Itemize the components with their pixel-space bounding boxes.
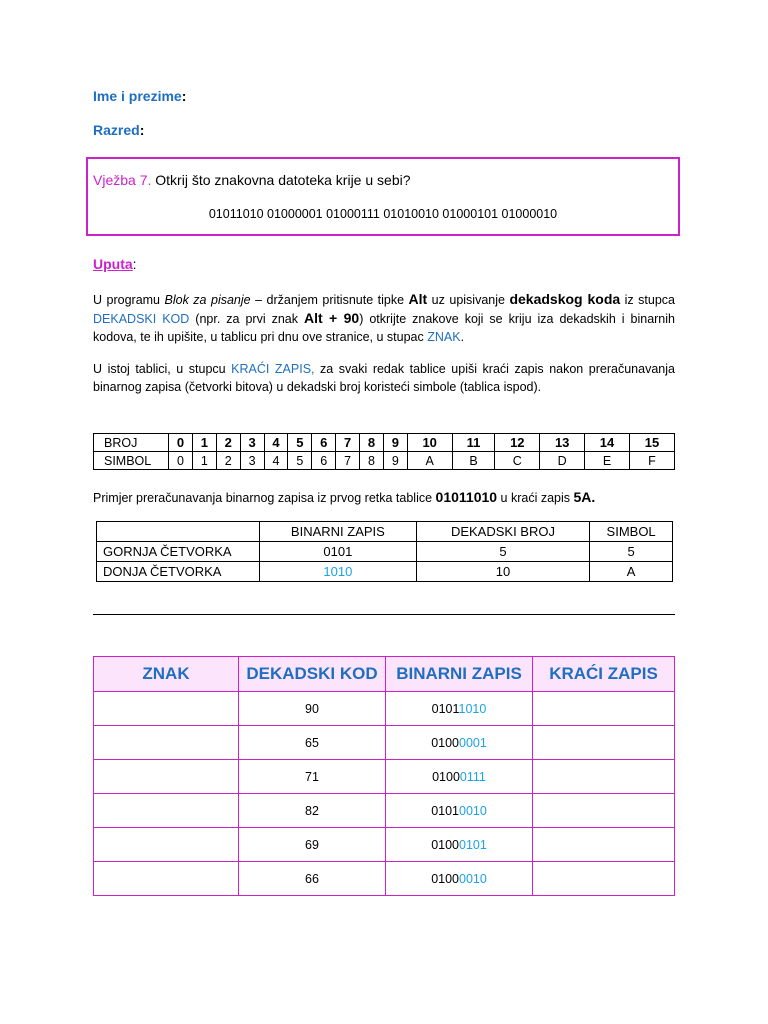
example-header-symbol: SIMBOL [590, 522, 673, 542]
symbol-cell: C [495, 452, 540, 470]
number-cell: 6 [312, 434, 336, 452]
number-cell: 7 [336, 434, 360, 452]
example-result: 5A. [573, 489, 596, 505]
class-label: Razred: [93, 122, 145, 138]
znak-cell[interactable] [94, 760, 239, 794]
binarni-zapis-cell [386, 794, 533, 828]
symbol-row [94, 452, 675, 470]
instructions-p1-segment: . [460, 330, 465, 344]
header-kraci-zapis: KRAĆI ZAPIS [533, 657, 675, 692]
name-label: Ime i prezime: [93, 88, 187, 104]
example-row-symbol: 5 [590, 542, 673, 562]
instructions-p1-segment: dekadskog koda [509, 291, 621, 307]
kraci-zapis-cell[interactable] [533, 828, 675, 862]
number-cell: 2 [216, 434, 240, 452]
binary-upper-nibble: 0100 [431, 837, 459, 852]
example-table [96, 521, 673, 582]
answer-row [94, 760, 675, 794]
instructions-p1-segment: DEKADSKI KOD [93, 312, 190, 326]
binary-upper-nibble: 0101 [431, 803, 459, 818]
kraci-zapis-cell[interactable] [533, 692, 675, 726]
binary-upper-nibble: 0101 [431, 701, 459, 716]
binary-upper-nibble: 0100 [431, 871, 459, 886]
number-cell: 12 [495, 434, 540, 452]
instructions-heading: Uputa: [93, 256, 137, 272]
number-cell: 13 [540, 434, 585, 452]
example-row-upper [97, 542, 673, 562]
number-symbol-table [93, 433, 675, 470]
symbol-cell: 8 [360, 452, 384, 470]
exercise-number: Vježba 7. [93, 172, 152, 188]
instructions-p2-segment: za svaki redak tablice upiši kraći zapis nakon preračunavanja binarnog zapisa (četvorki bitova) u dekadski broj koristeći simbole (tablica ispod). [93, 362, 675, 394]
instructions-p1-segment: ) otkrijte znakove koji se kriju iza dekadskih i binarnih kodova, te ih upišite, u tablicu pri dnu ove stranice, u stupac [93, 312, 675, 344]
example-row-label: DONJA ČETVORKA [97, 562, 260, 582]
instructions-p1-segment: uz upisivanje [427, 293, 510, 307]
symbol-cell: 4 [264, 452, 288, 470]
exercise-binary: 01011010 01000001 01000111 01010010 01000101 01000010 [208, 207, 558, 221]
instructions-p1-segment: Blok za pisanje [164, 293, 251, 307]
instructions-p1-segment: U programu [93, 293, 165, 307]
header-dekadski-kod: DEKADSKI KOD [239, 657, 386, 692]
znak-cell[interactable] [94, 862, 239, 896]
instructions-p1-segment: Alt + 90 [303, 310, 360, 326]
znak-cell[interactable] [94, 692, 239, 726]
answer-header-row [94, 657, 675, 692]
number-cell: 3 [240, 434, 264, 452]
instructions-p1-segment: iz stupca [620, 293, 675, 307]
header-znak: ZNAK [94, 657, 239, 692]
symbol-cell: F [629, 452, 674, 470]
example-binary: 01011010 [435, 489, 498, 505]
example-row-decimal: 5 [416, 542, 589, 562]
answer-row [94, 794, 675, 828]
number-cell: 14 [585, 434, 630, 452]
answer-row [94, 862, 675, 896]
number-row [94, 434, 675, 452]
binarni-zapis-cell [386, 828, 533, 862]
symbol-cell: B [452, 452, 495, 470]
kraci-zapis-cell[interactable] [533, 726, 675, 760]
example-row-decimal: 10 [416, 562, 589, 582]
dekadski-kod-cell: 90 [239, 692, 386, 726]
number-cell: 10 [407, 434, 452, 452]
dekadski-kod-cell: 82 [239, 794, 386, 828]
exercise-title [93, 172, 411, 188]
znak-cell[interactable] [94, 828, 239, 862]
symbol-cell: 7 [336, 452, 360, 470]
example-header-binary: BINARNI ZAPIS [260, 522, 417, 542]
answer-table [93, 656, 675, 896]
binarni-zapis-cell [386, 862, 533, 896]
znak-cell[interactable] [94, 794, 239, 828]
binarni-zapis-cell [386, 692, 533, 726]
header-binarni-zapis: BINARNI ZAPIS [386, 657, 533, 692]
symbol-cell: A [407, 452, 452, 470]
instructions-p2-segment: KRAĆI ZAPIS, [231, 362, 315, 376]
binarni-zapis-cell [386, 760, 533, 794]
binary-lower-nibble: 0101 [459, 837, 487, 852]
exercise-question: Otkrij što znakovna datoteka krije u sebi? [151, 172, 411, 188]
binary-lower-nibble: 0111 [459, 769, 486, 784]
number-cell: 0 [169, 434, 193, 452]
answer-row [94, 828, 675, 862]
binary-lower-nibble: 0010 [459, 803, 487, 818]
kraci-zapis-cell[interactable] [533, 760, 675, 794]
instructions-p1-segment: (npr. za prvi znak [189, 312, 304, 326]
znak-cell[interactable] [94, 726, 239, 760]
number-row-label: BROJ [94, 434, 169, 452]
example-row-binary: 0101 [260, 542, 417, 562]
binary-lower-nibble: 0010 [459, 871, 487, 886]
example-row-symbol: A [590, 562, 673, 582]
dekadski-kod-cell: 65 [239, 726, 386, 760]
symbol-cell: 2 [216, 452, 240, 470]
symbol-row-label: SIMBOL [94, 452, 169, 470]
instructions-p1-segment: – držanjem pritisnute tipke [250, 293, 409, 307]
binary-lower-nibble: 1010 [458, 701, 487, 716]
example-header-empty [97, 522, 260, 542]
instructions-paragraph-1 [93, 290, 675, 346]
number-cell: 5 [288, 434, 312, 452]
dekadski-kod-cell: 66 [239, 862, 386, 896]
kraci-zapis-cell[interactable] [533, 794, 675, 828]
example-header-row [97, 522, 673, 542]
symbol-cell: D [540, 452, 585, 470]
example-row-lower [97, 562, 673, 582]
number-cell: 4 [264, 434, 288, 452]
answer-row [94, 692, 675, 726]
divider-line [93, 614, 675, 615]
example-row-binary: 1010 [260, 562, 417, 582]
dekadski-kod-cell: 69 [239, 828, 386, 862]
binary-upper-nibble: 0100 [432, 769, 460, 784]
binary-upper-nibble: 0100 [431, 735, 459, 750]
example-header-decimal: DEKADSKI BROJ [416, 522, 589, 542]
exercise-box [86, 157, 680, 236]
binarni-zapis-cell [386, 726, 533, 760]
kraci-zapis-cell[interactable] [533, 862, 675, 896]
dekadski-kod-cell: 71 [239, 760, 386, 794]
binary-lower-nibble: 0001 [459, 735, 487, 750]
instructions-p1-segment: Alt [408, 291, 428, 307]
symbol-cell: 9 [383, 452, 407, 470]
instructions-paragraph-2 [93, 360, 675, 396]
instructions-p2-segment: U istoj tablici, u stupcu [93, 362, 232, 376]
symbol-cell: 0 [169, 452, 193, 470]
symbol-cell: 3 [240, 452, 264, 470]
number-cell: 9 [383, 434, 407, 452]
number-cell: 8 [360, 434, 384, 452]
symbol-cell: E [585, 452, 630, 470]
symbol-cell: 6 [312, 452, 336, 470]
number-cell: 1 [192, 434, 216, 452]
symbol-cell: 1 [192, 452, 216, 470]
answer-row [94, 726, 675, 760]
symbol-cell: 5 [288, 452, 312, 470]
example-text: Primjer preračunavanja binarnog zapisa iz prvog retka tablice 01011010 u kraći zapis 5A. [93, 489, 596, 505]
number-cell: 11 [452, 434, 495, 452]
number-cell: 15 [629, 434, 674, 452]
example-row-label: GORNJA ČETVORKA [97, 542, 260, 562]
instructions-p1-segment: ZNAK [427, 330, 461, 344]
